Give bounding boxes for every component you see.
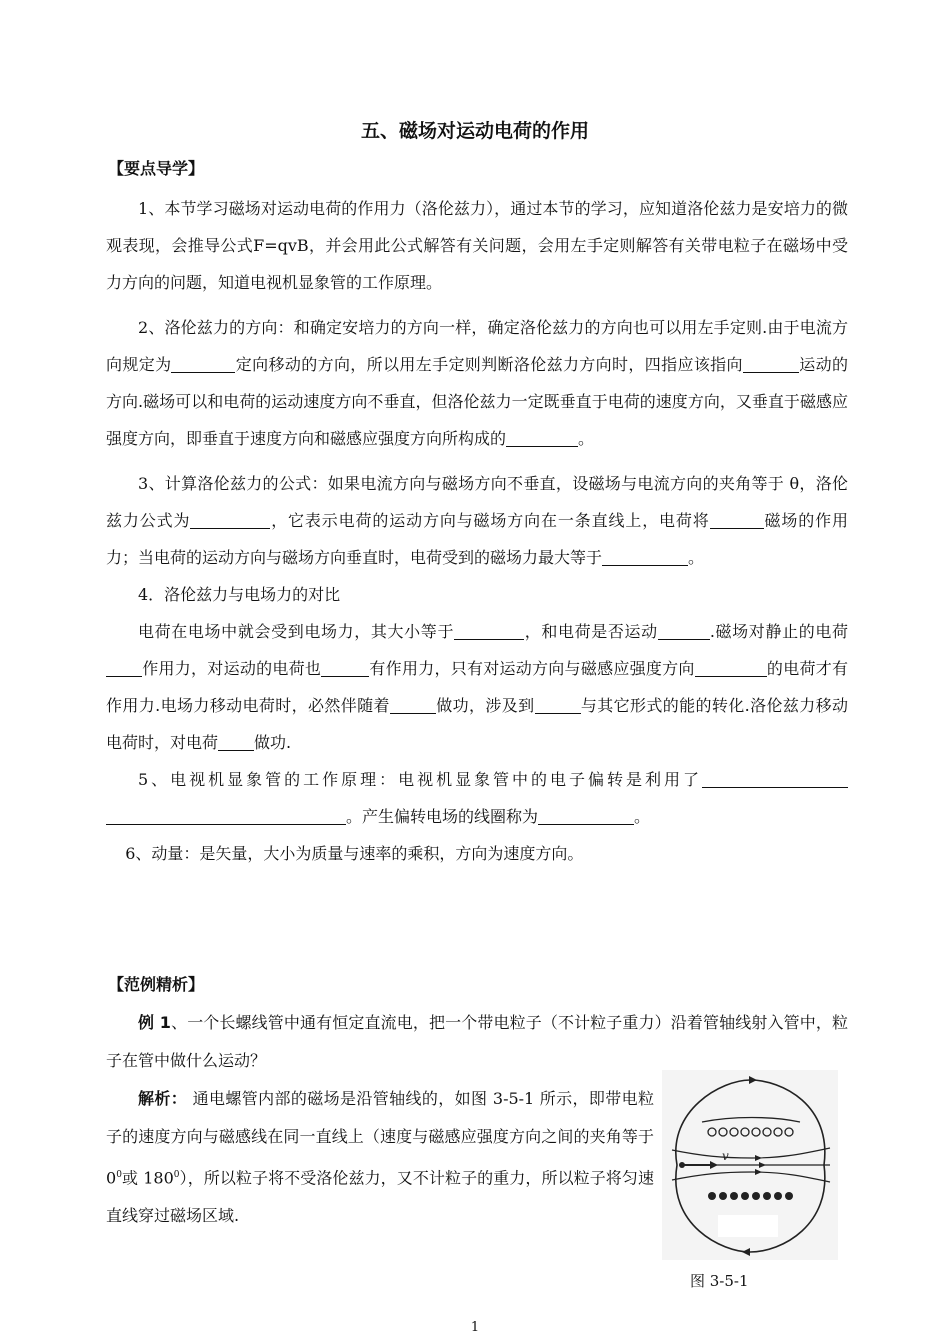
velocity-label: v: [722, 1149, 729, 1163]
text-run: 。: [634, 807, 651, 826]
blank-line[interactable]: [190, 511, 270, 529]
figure-caption: 图 3-5-1: [690, 1272, 749, 1290]
paragraph-2: [106, 309, 848, 457]
text-run: 定向移动的方向，所以用左手定则判断洛伦兹力方向时，四指应该指向: [235, 355, 743, 374]
blank-line[interactable]: [106, 659, 142, 677]
example-1-solution: [106, 1080, 654, 1235]
text-run: 3、计算洛伦兹力的公式：如果电流方向与磁场方向不垂直，设磁场与电流方向的夹角等于 θ，洛伦兹力公式为: [106, 474, 848, 530]
blank-line[interactable]: [602, 548, 688, 566]
blank-line[interactable]: [506, 429, 578, 447]
paragraph-3: [106, 465, 848, 576]
blank-line[interactable]: [454, 622, 524, 640]
text-run: 作用力，对运动的电荷也: [142, 659, 322, 678]
paragraph-4-title: 4．洛伦兹力与电场力的对比: [138, 585, 341, 604]
text-run: ），所以粒子将不受洛伦兹力，又不计粒子的重力，所以粒子将匀速直线穿过磁场区域.: [106, 1168, 654, 1226]
text-run: .磁场对静止的电荷: [709, 622, 848, 641]
text-run: 磁场的作用力；当电荷的运动方向与磁场方向垂直时，电荷受到的磁场力最大等于: [106, 511, 848, 567]
section-heading-examples: 【范例精析】: [108, 975, 205, 994]
text-run: 运动的方向.磁场可以和电荷的运动速度方向不垂直，但洛伦兹力一定既垂直于电荷的速度方向，又垂直于磁感应强度方向，即垂直于速度方向和磁感应强度方向所构成的: [106, 355, 848, 448]
example-question: 、一个长螺线管中通有恒定直流电，把一个带电粒子（不计粒子重力）沿着管轴线射入管中，粒子在管中做什么运动？: [106, 1013, 848, 1070]
text-run: 做功，涉及到: [435, 696, 535, 715]
text-run: 电荷在电场中就会受到电场力，其大小等于: [138, 622, 455, 641]
text-run: 2、洛伦兹力的方向：和确定安培力的方向一样，确定洛伦兹力的方向也可以用左手定则.由于电流方向规定为: [106, 318, 848, 374]
text-run: 有作用力，只有对运动方向与磁感应强度方向: [369, 659, 695, 678]
blank-line[interactable]: [535, 696, 581, 714]
text-run: 。: [688, 548, 705, 567]
blank-line[interactable]: [538, 807, 634, 825]
text-run: 做功.: [254, 733, 292, 752]
text-run: 通电螺管内部的磁场是沿管轴线的，如图 3-5-1 所示，即带电粒子的速度方向与磁感线在同一直线上（速度与磁感应强度方向之间的夹角等于 0: [106, 1089, 654, 1188]
paragraph-5: [106, 761, 848, 835]
solenoid-field-figure: [662, 1070, 838, 1260]
text-run: ，和电荷是否运动: [524, 622, 658, 641]
blank-line[interactable]: [321, 659, 369, 677]
blank-line[interactable]: [171, 355, 235, 373]
blank-line[interactable]: [743, 355, 799, 373]
text-run: 或 180: [121, 1168, 174, 1188]
blank-line[interactable]: [695, 659, 767, 677]
text-run: 的电荷才有作用力.电场力移动电荷时，必然伴随着: [106, 659, 848, 715]
text-run: 5、电视机显象管的工作原理：电视机显象管中的电子偏转是利用了: [138, 770, 702, 789]
page-number: 1: [470, 1320, 480, 1335]
page-title: 五、磁场对运动电荷的作用: [360, 120, 589, 142]
blank-line[interactable]: [106, 807, 346, 825]
blank-line[interactable]: [710, 511, 764, 529]
blank-line[interactable]: [702, 770, 848, 788]
text-run: 与其它形式的能的转化.洛伦兹力移动电荷时，对电荷: [106, 696, 848, 752]
paragraph-1: 1、本节学习磁场对运动电荷的作用力（洛伦兹力），通过本节的学习，应知道洛伦兹力是安培力的微观表现，会推导公式F=qvB，并会用此公式解答有关问题，会用左手定则解答有关带电粒子在磁场中受力方向的问题，知道电视机显象管的工作原理。: [106, 199, 848, 292]
solution-label: 解析：: [138, 1089, 188, 1108]
example-1: [106, 1004, 848, 1080]
text-run: 。: [578, 429, 595, 448]
section-heading-key-points: 【要点导学】: [108, 159, 205, 178]
blank-line[interactable]: [218, 733, 254, 751]
superscript: 0: [116, 1170, 122, 1180]
key-points-body: [106, 190, 848, 872]
text-run: 。产生偏转电场的线圈称为: [346, 807, 539, 826]
blank-patch: [718, 1215, 778, 1237]
example-label: 例 1: [138, 1013, 171, 1032]
paragraph-4: [106, 613, 848, 761]
superscript: 0: [173, 1170, 180, 1180]
paragraph-6: 6、动量：是矢量，大小为质量与速率的乘积，方向为速度方向。: [125, 844, 584, 863]
blank-line[interactable]: [390, 696, 436, 714]
blank-line[interactable]: [658, 622, 710, 640]
text-run: ，它表示电荷的运动方向与磁场方向在一条直线上，电荷将: [270, 511, 710, 530]
